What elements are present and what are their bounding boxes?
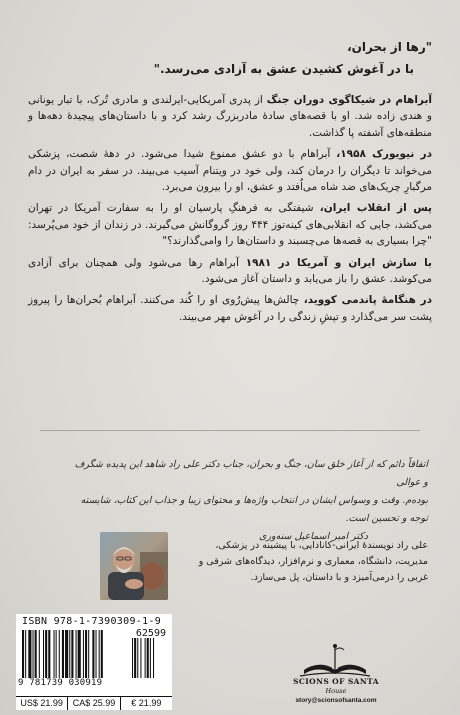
synopsis-body-2: آبراهام با دو عشق ممنوع شیدا می‌شود. در دههٔ شصت، پزشکی می‌خواند تا دیگران را درمان کند، ولی خود در ویتنام آسیب می‌بیند. در سفر به ایران در دام مرگبارِ چریک‌های ضد شاه می‌اُفتد و عشق، او را بیرون می‌برد. — [28, 148, 432, 194]
synopsis-body-4: آبراهام رها می‌شود ولی همچنان برای آزادی می‌کوشد. عشق را باز می‌یابد و داستان آغاز می‌شود. — [28, 256, 432, 286]
synopsis-body-5: چالش‌ها پیش‌رُوی او را کُند می‌کنند. آبراهام بُحران‌ها را پیروز پشت سر می‌گذارد و تپشِ زندگی را در آغوش مهر می‌بیند. — [28, 294, 432, 323]
isbn-label: ISBN 978-1-7390309-1-9 — [22, 616, 162, 627]
synopsis-lead-5: در هنگامهٔ پاندمی کووید، — [303, 294, 432, 307]
ean-number: 9 781739 030919 — [18, 678, 103, 688]
endorsement-line-2: بوده‌م. وقت و وسواس ایشان در انتخاب واژه‌ها و محتوای زیبا و جذاب این کتاب، شایسته توجه و تحسین است. — [80, 495, 428, 524]
publisher-subtitle: House — [325, 687, 347, 695]
synopsis — [28, 92, 432, 330]
price-us: US$ 21.99 — [16, 697, 68, 710]
quote-line-2: با در آغوش کشیدن عشق به آزادی می‌رسد." — [153, 62, 414, 76]
quote-line-1: "رها از بحران، — [347, 40, 432, 54]
price-ca: CA$ 25.99 — [68, 697, 120, 710]
synopsis-body-3: شیفتگی به فرهنگِ پارسیان او را به سفارت آمریکا در تهران می‌کشد، جایی که انقلابی‌های کینه‌توز ۴۴۴ روز گروگانش می‌گیرند. در زندان از خود می‌پُرسد: "چرا بسیاری به قصه‌ها می‌چسبند و داستان‌ها را وامی‌گذارند؟" — [28, 202, 433, 248]
synopsis-lead-3: پس از انقلاب ایران، — [319, 202, 432, 215]
endorsement-signature: دکتر امیر اسماعیل سنه‌وری — [258, 531, 368, 542]
author-photo — [100, 532, 168, 600]
synopsis-body-1: از پدری آمریکایی-ایرلندی و مادری تُرک، با تبار یونانی و هندی زاده شد. او با قصه‌های سادهٔ مادربزرگ رشد کرد و با داستان‌های پیچیدهٔ دهه‌ها و منطقه‌های آشفته پا گذاشت. — [28, 94, 432, 139]
publisher-email: story@scionsofsanta.com — [295, 697, 377, 704]
price-eu: € 21.99 — [131, 698, 162, 708]
synopsis-paragraph-2 — [28, 146, 432, 195]
synopsis-paragraph-5 — [28, 292, 432, 325]
price-row — [16, 696, 172, 710]
synopsis-paragraph-4 — [28, 255, 432, 288]
synopsis-paragraph-3 — [28, 200, 432, 249]
section-divider — [40, 430, 420, 431]
price-addon-code: 62599 — [135, 628, 166, 639]
synopsis-paragraph-1 — [28, 92, 432, 141]
synopsis-lead-1: آبراهام در شیکاگوی دوران جنگ — [266, 94, 433, 106]
synopsis-lead-2: در نیویورک ۱۹۵۸، — [336, 148, 432, 161]
cover-quote — [112, 36, 432, 80]
endorsement-line-1: اتفاقاً دائم که از آغاز خلق سان، جنگ و بحران، جناب دکتر علی راد شاهد این پدیده شگرف و عوالی — [74, 459, 428, 488]
synopsis-lead-4: با سازش ایران و آمریکا در ۱۹۸۱ — [245, 256, 432, 269]
barcode-block — [16, 614, 172, 710]
author-bio: علی راد نویسندهٔ ایرانی-کانادایی، با پیشینه در پزشکی، مدیریت، دانشگاه، معماری و نرم‌افزار، دیدگاه‌های شرقی و غربی را درمی‌آمیزد و با داستان، پل می‌سازد. — [198, 540, 428, 583]
publisher-name: SCIONS OF SANTA — [293, 677, 379, 686]
